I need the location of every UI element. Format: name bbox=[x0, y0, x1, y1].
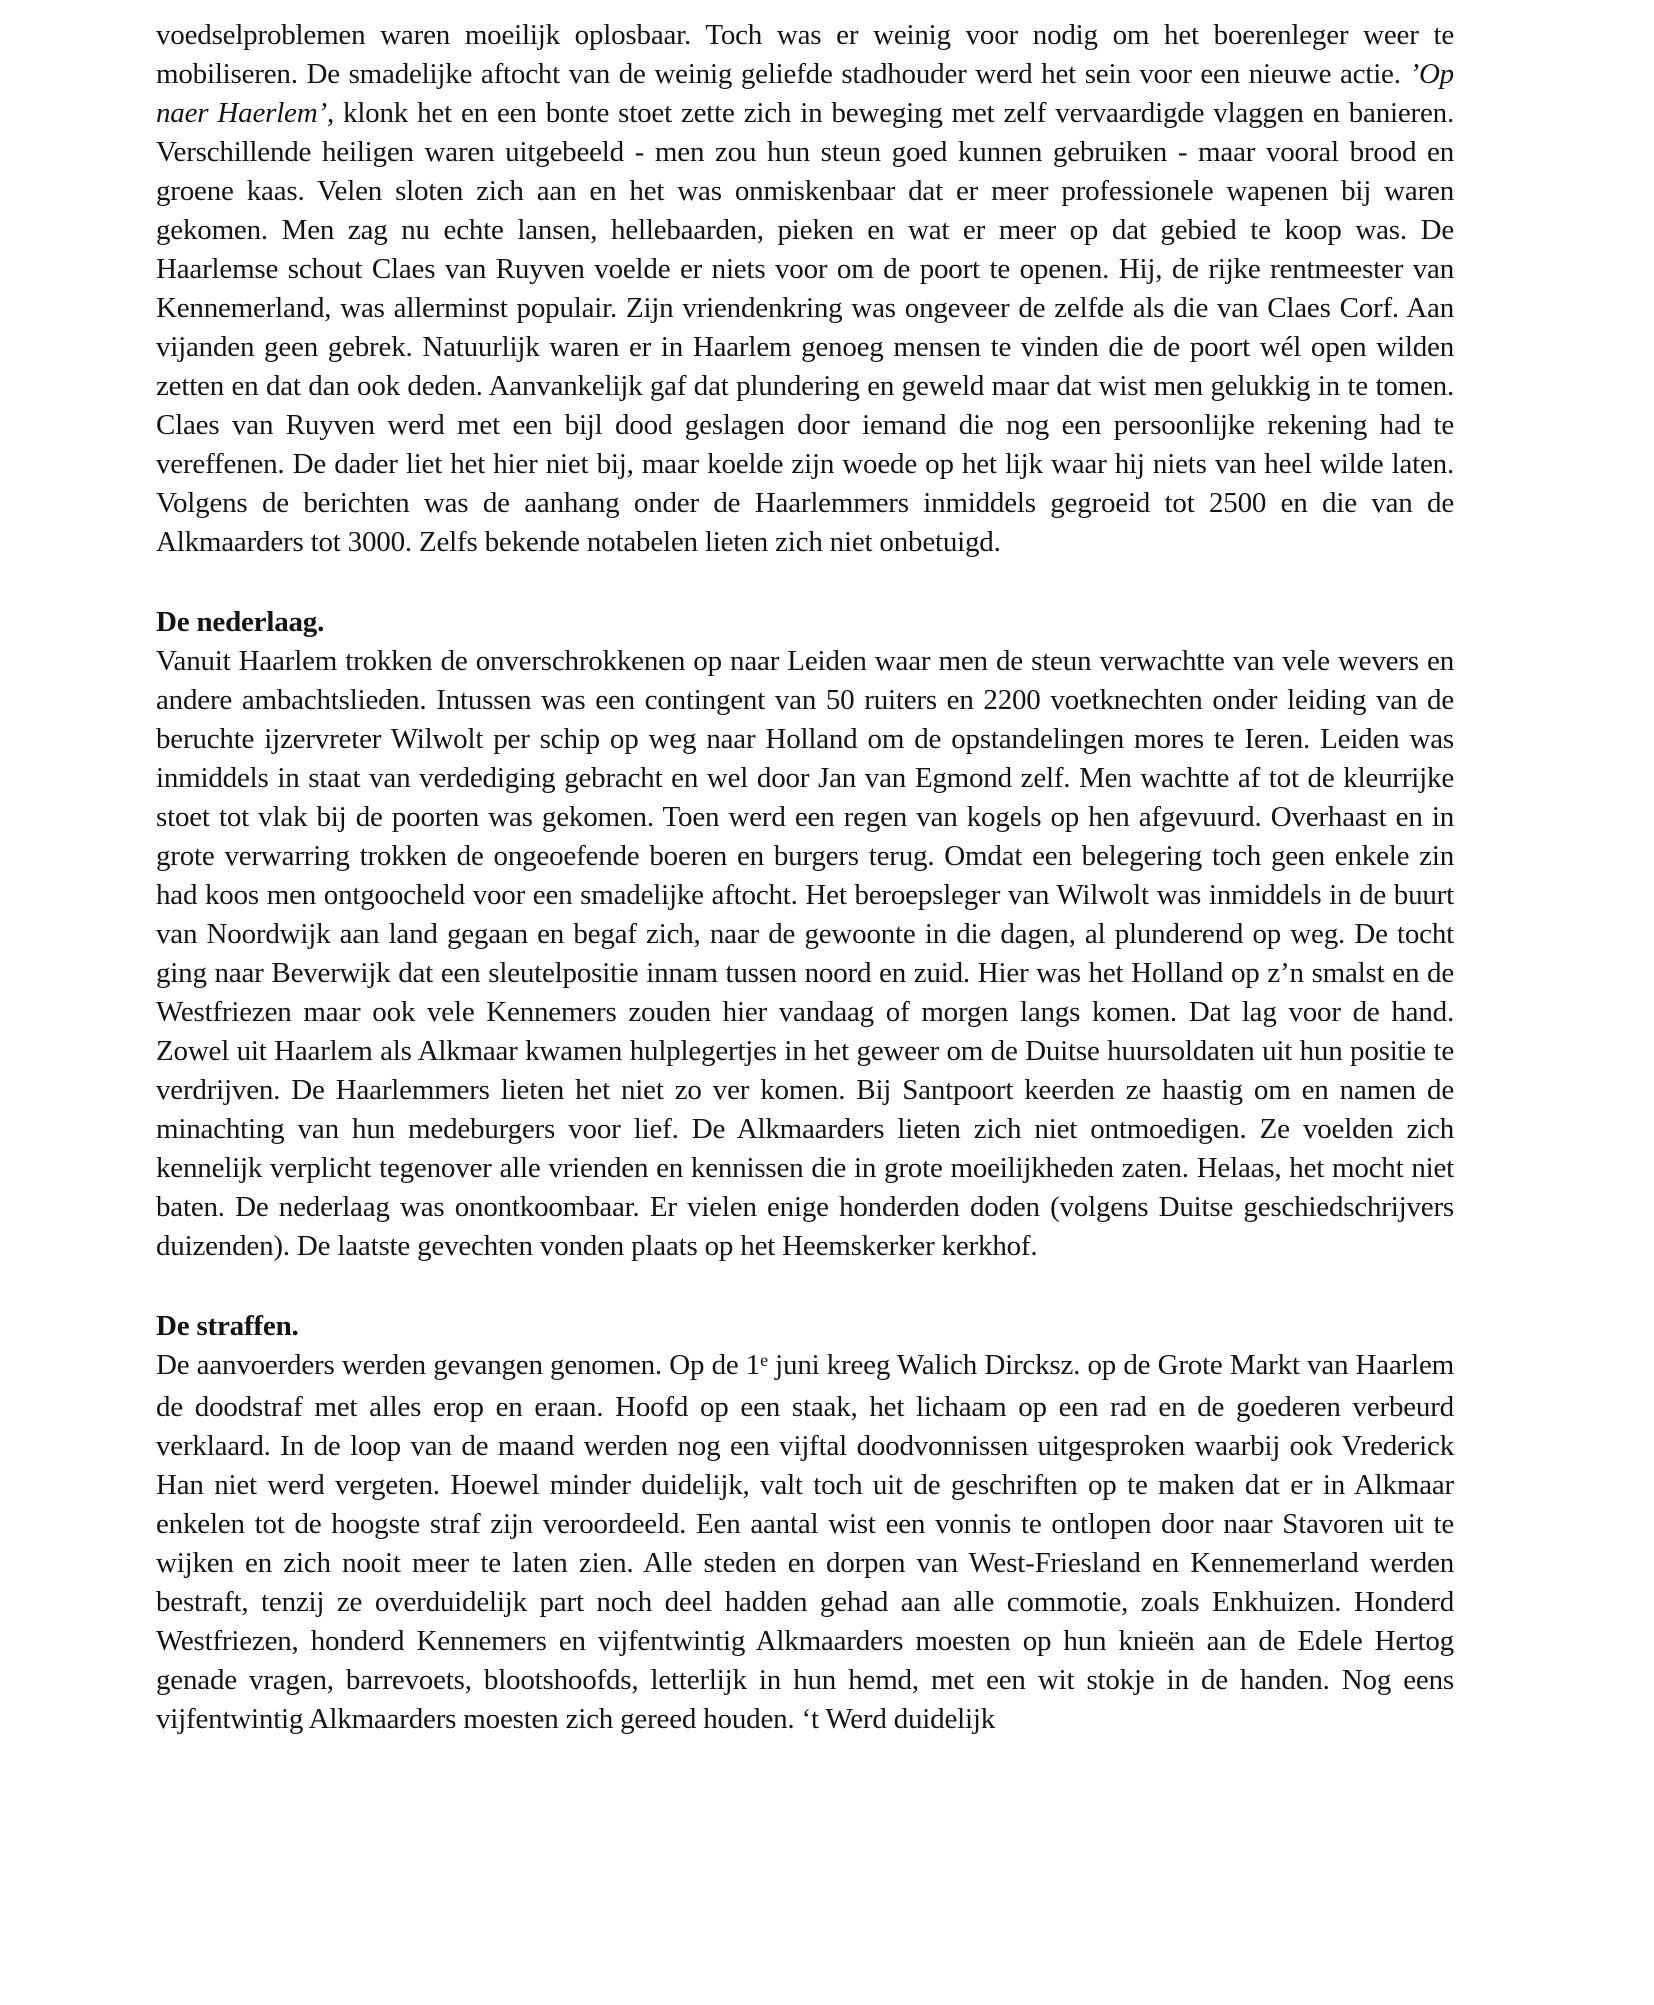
paragraph-boerenleger bbox=[156, 16, 1454, 562]
text-segment-normal: , klonk het en een bonte stoet zette zich in beweging met zelf vervaardigde vlaggen en banieren. Verschillende heiligen waren uitgebeeld - men zou hun steun goed kunnen gebruiken - maar vooral brood en groene kaas. Velen sloten zich aan en het was onmiskenbaar dat er meer professionele wapenen bij waren gekomen. Men zag nu echte lansen, hellebaarden, pieken en wat er meer op dat gebied te koop was. De Haarlemse schout Claes van Ruyven voelde er niets voor om de poort te openen. Hij, de rijke rentmeester van Kennemerland, was allerminst populair. Zijn vriendenkring was ongeveer de zelfde als die van Claes Corf. Aan vijanden geen gebrek. Natuurlijk waren er in Haarlem genoeg mensen te vinden die de poort wél open wilden zetten en dat dan ook deden. Aanvankelijk gaf dat plundering en geweld maar dat wist men gelukkig in te tomen. Claes van Ruyven werd met een bijl dood geslagen door iemand die nog een persoonlijke rekening had te vereffenen. De dader liet het hier niet bij, maar koelde zijn woede op het lijk waar hij niets van heel wilde laten. Volgens de berichten was de aanhang onder de Haarlemmers inmiddels gegroeid tot 2500 en die van de Alkmaarders tot 3000. Zelfs bekende notabelen lieten zich niet onbetuigd. bbox=[156, 97, 1455, 558]
paragraph-de-nederlaag bbox=[156, 642, 1454, 1266]
heading-de-straffen: De straffen. bbox=[156, 1310, 299, 1342]
text-segment-normal: Vanuit Haarlem trokken de onverschrokkenen op naar Leiden waar men de steun verwachtte van vele wevers en andere ambachtslieden. Intussen was een contingent van 50 ruiters en 2200 voetknechten onder leiding van de beruchte ijzervreter Wilwolt per schip op weg naar Holland om de opstandelingen mores te Ieren. Leiden was inmiddels in staat van verdediging gebracht en wel door Jan van Egmond zelf. Men wachtte af tot de kleurrijke stoet tot vlak bij de poorten was gekomen. Toen werd een regen van kogels op hen afgevuurd. Overhaast en in grote verwarring trokken de ongeoefende boeren en burgers terug. Omdat een belegering toch geen enkele zin had koos men ontgoocheld voor een smadelijke aftocht. Het beroepsleger van Wilwolt was inmiddels in de buurt van Noordwijk aan land gegaan en begaf zich, naar de gewoonte in die dagen, al plunderend op weg. De tocht ging naar Beverwijk dat een sleutelpositie innam tussen noord en zuid. Hier was het Holland op z’n smalst en de Westfriezen maar ook vele Kennemers zouden hier vandaag of morgen langs komen. Dat lag voor de hand. Zowel uit Haarlem als Alkmaar kwamen hulplegertjes in het geweer om de Duitse huursoldaten uit hun positie te verdrijven. De Haarlemmers lieten het niet zo ver komen. Bij Santpoort keerden ze haastig om en namen de minachting van hun medeburgers voor lief. De Alkmaarders lieten zich niet ontmoedigen. Ze voelden zich kennelijk verplicht tegenover alle vrienden en kennissen die in grote moeilijkheden zaten. Helaas, het mocht niet baten. De nederlaag was onontkoombaar. Er vielen enige honderden doden (volgens Duitse geschiedschrijvers duizenden). De laatste gevechten vonden plaats op het Heemskerker kerkhof. bbox=[156, 645, 1454, 1262]
document-content bbox=[156, 16, 1454, 1739]
text-segment-normal: voedselproblemen waren moeilijk oplosbaar. Toch was er weinig voor nodig om het boerenleger weer te mobiliseren. De smadelijke aftocht van de weinig geliefde stadhouder werd het sein voor een nieuwe actie. bbox=[156, 19, 1454, 90]
paragraph-de-straffen bbox=[156, 1346, 1454, 1739]
text-segment-superscript: e bbox=[760, 1349, 768, 1370]
text-segment-normal: juni kreeg Walich Dircksz. op de Grote Markt van Haarlem de doodstraf met alles erop en eraan. Hoofd op een staak, het lichaam op een rad en de goederen verbeurd verklaard. In de loop van de maand werden nog een vijftal doodvonnissen uitgesproken waarbij ook Vrederick Han niet werd vergeten. Hoewel minder duidelijk, valt toch uit de geschriften op te maken dat er in Alkmaar enkelen tot de hoogste straf zijn veroordeeld. Een aantal wist een vonnis te ontlopen door naar Stavoren uit te wijken en zich nooit meer te laten zien. Alle steden en dorpen van West-Friesland en Kennemerland werden bestraft, tenzij ze overduidelijk part noch deel hadden gehad aan alle commotie, zoals Enkhuizen. Honderd Westfriezen, honderd Kennemers en vijfentwintig Alkmaarders moesten op hun knieën aan de Edele Hertog genade vragen, barrevoets, blootshoofds, letterlijk in hun hemd, met een wit stokje in de handen. Nog eens vijfentwintig Alkmaarders moesten zich gereed houden. ‘t Werd duidelijk bbox=[156, 1349, 1454, 1735]
heading-de-nederlaag: De nederlaag. bbox=[156, 606, 325, 638]
text-segment-normal: De aanvoerders werden gevangen genomen. Op de 1 bbox=[156, 1349, 761, 1381]
text-segment-italic: ’Op naer Haerlem’ bbox=[156, 58, 1454, 129]
